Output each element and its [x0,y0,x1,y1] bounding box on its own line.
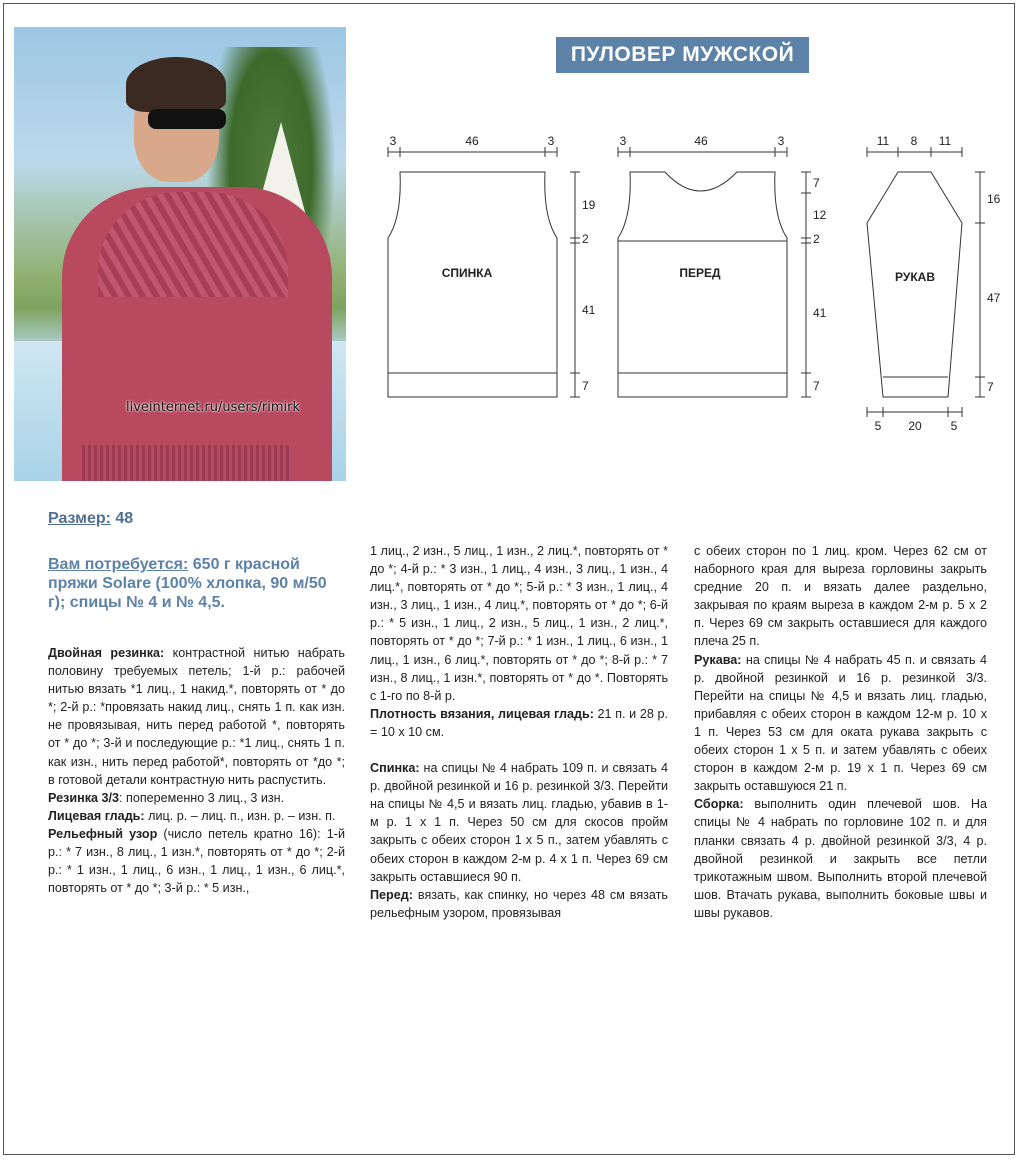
back-label: СПИНКА [441,266,493,280]
instructions-column-2 [370,542,668,922]
size-line [48,510,133,528]
back-dim-top-1: 3 [389,134,397,148]
back-dim-top-2: 46 [465,134,479,148]
paragraph: Резинка 3/3: попеременно 3 лиц., 3 изн. [48,790,285,805]
back-dim-side-3: 41 [582,303,596,317]
back-dim-top-3: 3 [547,134,555,148]
sleeve-dim-top-2: 8 [910,134,918,148]
paragraph: Рельефный узор (число петель кратно 16): 1-й р.: * 7 изн., 8 лиц., 1 изн.*, повторять от * до *; 2-й р.: * 1 изн., 1 лиц., 6 изн., 1 лиц., 1 изн., 6 лиц.*, повторять от * до *; 3-й р.: * 5 изн., [48,826,345,896]
watermark: liveinternet.ru/users/rimirk [126,400,301,415]
back-dim-side-1: 19 [582,198,596,212]
paragraph: 1 лиц., 2 изн., 5 лиц., 1 изн., 2 лиц.*, повторять от * до *; 4-й р.: * 3 изн., 1 лиц., 4 изн., 3 лиц., 1 изн., 4 лиц.*, повторять от * до *; 5-й р.: * 3 изн., 1 лиц., 4 изн., 3 лиц., 1 изн., 4 лиц.*, повторять от * до *; 6-й р.: * 5 изн., 1 лиц., 2 изн., 5 лиц., 1 изн., 2 лиц.*, повторять от * до *; 7-й р.: * 1 изн., 1 лиц., 6 изн., 1 лиц., 1 изн., 6 лиц.*, повторять от * до *; 8-й р.: * 7 изн., 8 лиц., 1 изн.*, повторять от * до *. Повторять с 1-го по 8-й р. [370,544,668,703]
front-schema [618,134,827,397]
materials-text: 650 г красной пряжи Solare (100% хлопка, 90 м/50 г); спицы № 4 и № 4,5. [48,556,327,611]
model-photo [14,27,346,481]
sleeve-dim-side-1: 16 [987,192,1001,206]
paragraph: Спинка: на спицы № 4 набрать 109 п. и связать 4 р. двойной резинкой и 16 р. резинкой 3/3. Перейти на спицы № 4,5 и вязать лиц. гладью, убавив в 1-м р. 1 х 1 п. Через 50 см для скосов пройм закрыть с обеих сторон 1 х 5 п., затем убавлять с обеих сторон в каждом 2-м р. 4 х 1 п. Через 69 см закрыть оставшиеся 90 п. [370,761,668,884]
front-dim-side-5: 7 [813,379,820,393]
sleeve-dim-side-3: 7 [987,380,994,394]
size-label: Размер: [48,510,111,527]
front-dim-side-2: 12 [813,208,827,222]
back-dim-side-4: 7 [582,379,589,393]
sleeve-dim-top-3: 11 [938,134,952,148]
sleeve-dim-bottom-1: 5 [874,419,882,433]
back-schema [388,134,596,397]
paragraph: Рукава: на спицы № 4 набрать 45 п. и связать 4 р. двойной резинкой и 16 р. резинкой 3/3. Перейти на спицы № 4,5 и вязать лиц. гладью, прибавляя с обеих сторон в каждом 12-м р. 10 х 1 п. Через 53 см для оката рукава закрыть с обеих сторон 1 х 5 п. и затем убавлять с обеих сторон в каждом 2-м р. 19 х 1 п. Через 69 см закрыть оставшуюся 21 п. [694,652,987,794]
paragraph: Сборка: выполнить один плечевой шов. На спицы № 4 набрать по горловине 102 п. и для планки связать 4 р. двойной резинкой 3/3, 4 р. двойной резинкой и закрыть все петли трикотажным швом. Выполнить второй плечевой шов. Втачать рукава, выполнить боковые швы и швы рукавов. [694,797,987,920]
paragraph: Двойная резинка: контрастной нитью набрать половину требуемых петель; 1-й р.: рабочей нитью вязать *1 лиц., 1 накид.*, повторять от * до *; 2-й р.: *провязать накид лиц., снять 1 п. как изн. не провязывая, нить перед работой *, повторять от * до *; 3-й и последующие р.: *1 лиц., снять 1 п. как изн., нить перед работой*, повторять от *до *; в готовой детали контрастную нить распустить. [48,646,345,787]
front-label: ПЕРЕД [679,266,721,280]
paragraph: с обеих сторон по 1 лиц. кром. Через 62 см от наборного края для выреза горловины закрыть средние 20 п. и вязать далее раздельно, закрывая по краям выреза в каждом 2-м р. 5 х 2 п. Через 69 см закрыть оставшиеся для каждого плеча 25 п. [694,544,987,649]
front-dim-top-2: 46 [694,134,708,148]
back-dim-side-2: 2 [582,232,589,246]
front-dim-side-4: 41 [813,306,827,320]
materials-label: Вам потребуется: [48,556,189,573]
sleeve-dim-top-1: 11 [876,134,890,148]
pattern-schema [370,125,1010,445]
sleeve-dim-bottom-2: 20 [908,419,922,433]
front-dim-top-3: 3 [777,134,785,148]
page-title: ПУЛОВЕР МУЖСКОЙ [556,37,809,73]
paragraph: Перед: вязать, как спинку, но через 48 см вязать рельефным узором, провязывая [370,887,668,920]
front-dim-side-3: 2 [813,232,820,246]
materials-block [48,555,348,612]
front-dim-top-1: 3 [619,134,627,148]
sleeve-dim-side-2: 47 [987,291,1001,305]
instructions-column-3 [694,542,987,922]
size-value: 48 [115,510,134,527]
paragraph: Лицевая гладь: лиц. р. – лиц. п., изн. р. – изн. п. [48,808,336,823]
sleeve-schema [867,134,1001,433]
sleeve-dim-bottom-3: 5 [950,419,958,433]
sleeve-label: РУКАВ [895,270,935,284]
front-dim-side-1: 7 [813,176,820,190]
instructions-column-1 [48,644,345,897]
paragraph: Плотность вязания, лицевая гладь: 21 п. и 28 р. = 10 х 10 см. [370,706,668,739]
